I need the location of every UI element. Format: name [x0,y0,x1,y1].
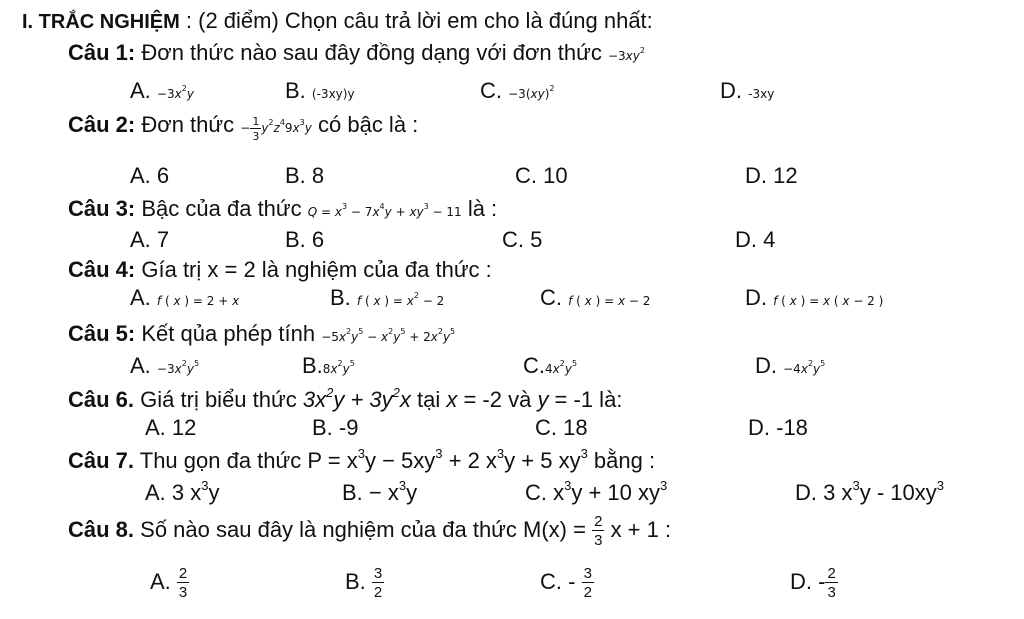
option-fraction [582,566,594,600]
option-letter: C. [502,227,524,252]
option-fraction [825,566,837,600]
option-fraction [177,566,189,600]
option-value: 5 [530,227,543,252]
fraction-denominator: 2 [373,584,383,601]
option-value: f ( x ) = 2 + x [156,294,240,308]
question-number: Câu 1: [68,40,136,65]
option-letter: C. [525,480,547,505]
q4-option-b[interactable] [330,285,444,311]
question-number: Câu 2: [68,112,136,137]
option-letter: A. [130,78,151,103]
q7-option-c[interactable] [525,478,667,506]
question-text: Kết qủa phép tính [141,321,316,346]
option-letter: A. [150,568,171,594]
q3-option-d[interactable] [735,227,775,253]
option-value: f ( x ) = $x^2 - 2$ [356,291,445,308]
option-letter: B. [302,353,323,378]
option-letter: B. [342,480,363,505]
fraction-denominator: 3 [252,129,260,143]
option-value: $4x^2y^5$ [545,359,578,376]
q8-option-b[interactable] [345,566,384,600]
option-letter: A. [130,353,151,378]
option-letter: D. [748,415,770,440]
option-letter: D. [720,78,742,103]
option-letter: C. [523,353,545,378]
option-letter: C. [540,568,562,594]
q8-option-c[interactable] [540,566,594,600]
option-value: 4 [763,227,776,252]
option-letter: B. [330,285,351,310]
q7-option-d[interactable] [795,478,944,506]
question-6 [68,385,622,413]
question-text: Thu gọn đa thức $P = x^3y - 5xy^3 + 2$ $x^3y + 5$ $xy^3$ bằng : [139,446,656,473]
option-letter: A. [145,480,166,505]
question-expression: $Q = x^3 - 7x^4y + xy^3 - 11$ [307,202,462,219]
option-value: $-3x^2y^5$ [156,359,200,376]
option-sign: - [818,568,826,594]
q4-option-d[interactable] [745,285,883,311]
question-2 [68,112,418,142]
option-value: (-3xy)y [311,87,355,101]
q3-option-a[interactable] [130,227,169,253]
option-value: f ( x ) = x − 2 [568,294,651,308]
option-letter: B. [285,78,306,103]
q4-option-c[interactable] [540,285,650,311]
question-text-after: có bậc là : [318,112,419,137]
question-number: Câu 8. [68,516,135,542]
option-value: 7 [156,227,170,252]
option-value: 3 $x^3y$ [171,478,220,505]
q6-option-d[interactable] [748,415,808,441]
question-number: Câu 7. [68,448,135,473]
q4-option-a[interactable] [130,285,239,311]
option-value: −3(xy)$^2$ [508,84,555,101]
q6-option-c[interactable] [535,415,588,441]
option-letter: C. [540,285,562,310]
option-value: f ( x ) = x ( x − 2 ) [773,294,884,308]
question-1 [68,40,645,66]
option-value: $8x^2y^5$ [322,359,355,376]
fraction-denominator: 3 [178,584,188,601]
option-letter: A. [130,227,151,252]
option-letter: D. [795,480,817,505]
option-letter: B. [285,227,306,252]
fraction-numerator: 3 [583,565,592,582]
question-text: Bậc của đa thức [141,196,302,221]
option-value: $-4x^2y^5$ [783,359,826,376]
q8-option-a[interactable] [150,566,189,600]
question-number: Câu 5: [68,321,136,346]
q2-option-d[interactable] [745,163,798,189]
option-letter: A. [130,285,151,310]
section-title: I. TRẮC NGHIỆM [22,11,180,33]
fraction-numerator: 2 [594,513,603,530]
option-letter: A. [130,163,151,188]
question-text-after: x + 1 : [610,516,672,542]
q1-option-a[interactable] [130,78,194,104]
section-instructions: : (2 điểm) Chọn câu trả lời em cho là đúng nhất: [179,8,653,33]
q5-option-b[interactable] [302,353,355,379]
option-value: 6 [156,163,170,188]
option-value: 18 [563,415,588,440]
fraction [592,514,604,548]
q2-option-a[interactable] [130,163,169,189]
option-letter: D. [745,163,767,188]
option-value: -18 [776,415,808,440]
section-heading [22,8,653,34]
q6-option-b[interactable] [312,415,358,441]
fraction-denominator: 2 [583,584,592,601]
option-value: -9 [338,415,359,440]
option-letter: D. [745,285,767,310]
question-text: Gía trị x = 2 là nghiệm của đa thức : [141,257,492,282]
option-letter: C. [480,78,502,103]
option-value: 12 [773,163,798,188]
option-letter: C. [535,415,557,440]
question-text: Số nào sau đây là nghiệm của đa thức M(x) = [140,516,586,542]
q3-option-c[interactable] [502,227,542,253]
option-letter: D. [735,227,757,252]
question-text: Giá trị biểu thức $3x^2y + 3y^2x$ tại x = -2 và y = -1 là: [140,385,623,412]
option-letter: C. [515,163,537,188]
option-value: 10 [543,163,568,188]
fraction-numerator: 2 [178,565,188,582]
option-letter: B. [312,415,333,440]
fraction-numerator: 3 [373,565,383,582]
q3-option-b[interactable] [285,227,324,253]
question-7 [68,446,655,474]
q1-option-c[interactable] [480,78,554,104]
fraction-numerator: 2 [827,565,836,582]
q5-option-a[interactable] [130,353,199,379]
option-letter: D. [790,568,812,594]
question-text: Đơn thức [141,112,235,137]
option-value: -3xy [748,87,775,101]
option-letter: B. [285,163,306,188]
q7-option-a[interactable] [145,478,220,506]
q7-option-b[interactable] [342,478,417,506]
option-value: $x^3y + 10$ $xy^3$ [553,478,668,505]
q6-option-a[interactable] [145,415,196,441]
question-5 [68,321,455,347]
question-number: Câu 4: [68,257,136,282]
question-4 [68,257,492,283]
question-number: Câu 6. [68,387,135,412]
fraction-denominator: 3 [594,532,603,549]
question-number: Câu 3: [68,196,136,221]
q5-option-d[interactable] [755,353,825,379]
option-letter: B. [345,568,366,594]
question-3 [68,196,497,222]
question-expression: $-3xy^2$ [607,46,645,63]
option-letter: D. [755,353,777,378]
option-value: 12 [171,415,197,440]
q1-option-b[interactable] [285,78,355,104]
q1-option-d[interactable] [720,78,774,104]
option-letter: A. [145,415,166,440]
fraction-numerator: 1 [252,114,260,128]
option-value: − $x^3y$ [368,478,418,505]
q5-option-c[interactable] [523,353,577,379]
q8-option-d[interactable] [790,566,838,600]
option-value: 8 [311,163,325,188]
q2-option-b[interactable] [285,163,324,189]
question-text-after: là : [467,196,498,221]
option-value: $-3x^2y$ [156,84,194,101]
option-value: 6 [311,227,325,252]
q2-option-c[interactable] [515,163,568,189]
option-sign: - [568,568,582,594]
question-text: Đơn thức nào sau đây đồng dạng với đơn thức [141,40,602,65]
question-expression: − $\frac{1}{3}$ $y^2z^49x^3y$ [240,114,312,143]
question-expression: $-5x^2y^5 - x^2y^5 + 2x^2y^5$ [321,327,456,344]
option-fraction [372,566,384,600]
option-value: 3 $x^3y - 10xy^3$ [823,478,944,505]
fraction-denominator: 3 [827,584,836,601]
question-8 [68,514,671,548]
